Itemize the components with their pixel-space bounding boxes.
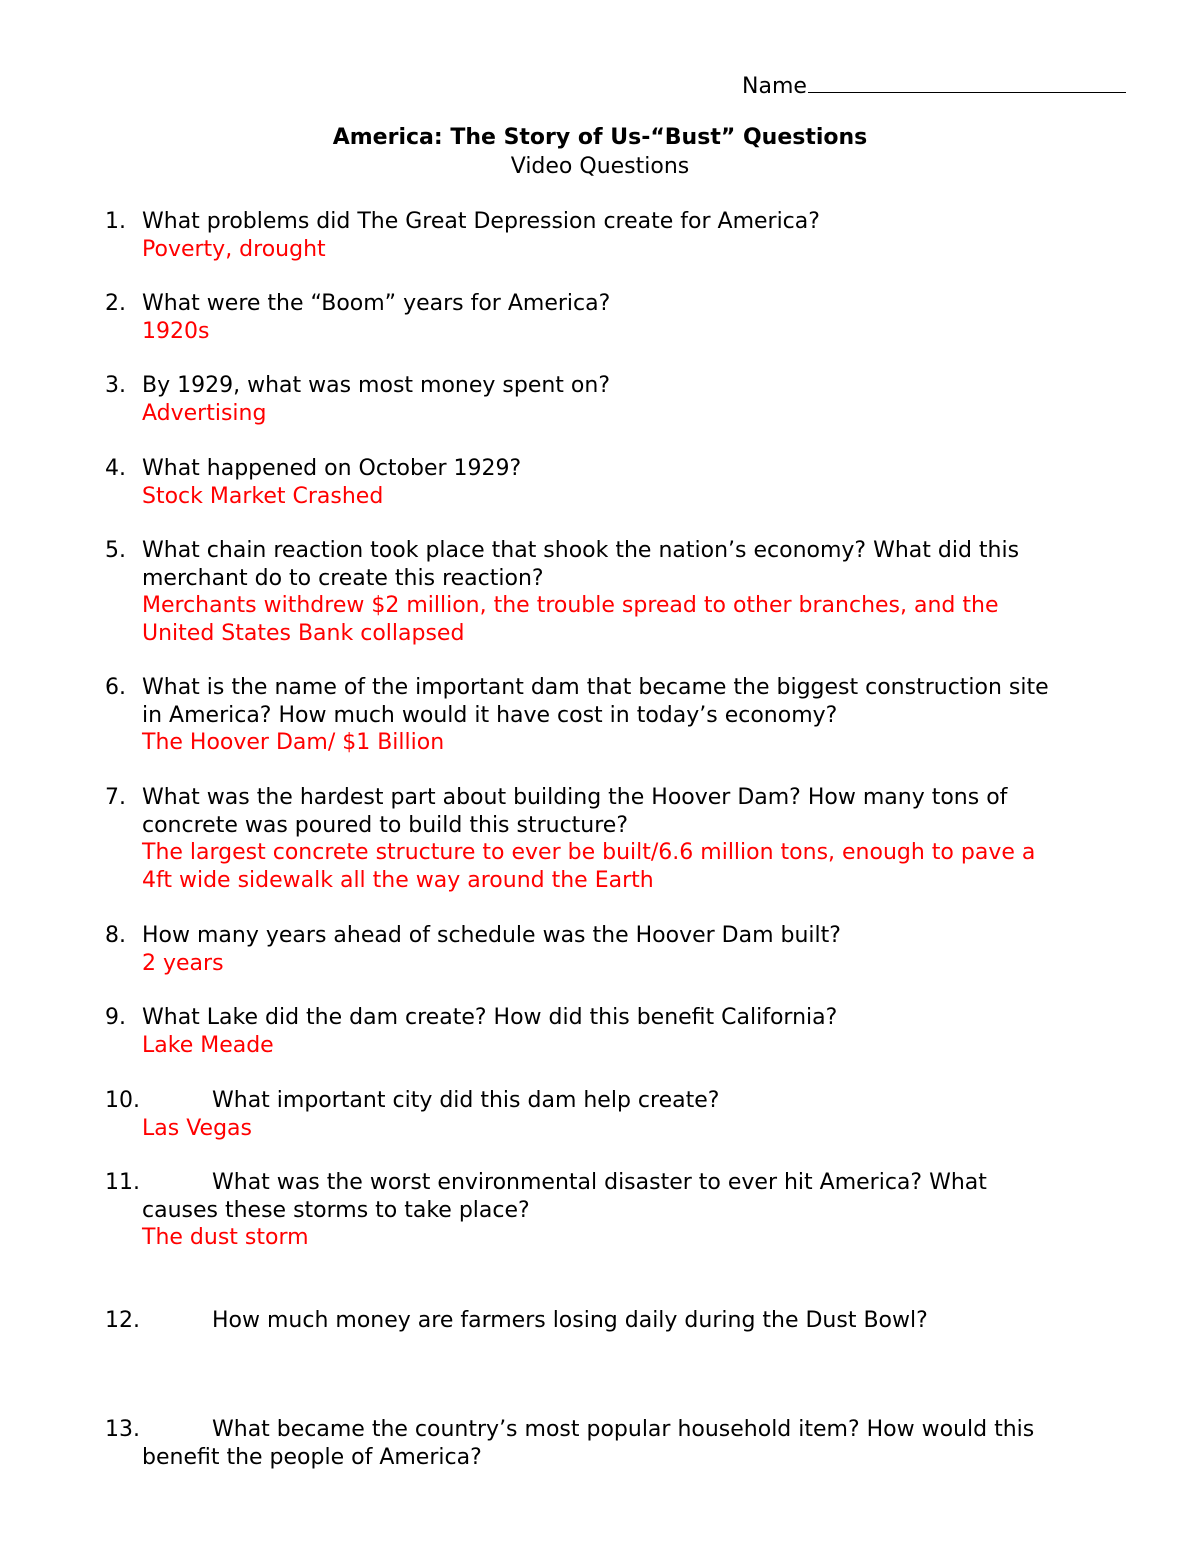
- question-text-line-1: What became the country’s most popular household item? How would this: [212, 1417, 1035, 1442]
- name-field: [742, 70, 1126, 102]
- question-text: What happened on October 1929?: [142, 456, 522, 481]
- question-text-line-2: merchant do to create this reaction?: [142, 565, 544, 591]
- question-10: [105, 1087, 1115, 1142]
- question-number: 12.: [105, 1308, 140, 1333]
- question-text: What important city did this dam help create?: [212, 1088, 720, 1113]
- question-3: [105, 372, 1115, 427]
- question-number: 2.: [105, 291, 126, 316]
- question-number: 13.: [105, 1417, 140, 1442]
- worksheet-subtitle: Video Questions: [510, 154, 690, 179]
- question-text: How much money are farmers losing daily during the Dust Bowl?: [212, 1308, 928, 1333]
- question-5: [105, 537, 1115, 647]
- answer-text: Las Vegas: [142, 1115, 252, 1141]
- answer-text: 1920s: [142, 318, 210, 344]
- question-text-line-1: What was the worst environmental disaster to ever hit America? What: [212, 1170, 987, 1195]
- question-number: 3.: [105, 373, 126, 398]
- question-text: What problems did The Great Depression create for America?: [142, 209, 820, 234]
- question-7: [105, 784, 1115, 894]
- question-text-line-2: in America? How much would it have cost in today’s economy?: [142, 702, 838, 728]
- question-number: 1.: [105, 209, 126, 234]
- question-text-line-2: causes these storms to take place?: [142, 1197, 530, 1223]
- question-number: 11.: [105, 1170, 140, 1195]
- name-blank-line[interactable]: [808, 70, 1126, 93]
- question-2: [105, 290, 1115, 345]
- worksheet-title: America: The Story of Us-“Bust” Questions: [332, 125, 868, 150]
- question-text-line-1: What chain reaction took place that shook the nation’s economy? What did this: [142, 538, 1020, 563]
- question-number: 4.: [105, 456, 126, 481]
- question-text-line-2: benefit the people of America?: [142, 1444, 482, 1470]
- answer-text-line-2: 4ft wide sidewalk all the way around the Earth: [142, 867, 654, 893]
- answer-text-line-1: The largest concrete structure to ever be built/6.6 million tons, enough to pave a: [142, 840, 1036, 865]
- answer-text-line-1: Merchants withdrew $2 million, the trouble spread to other branches, and the: [142, 593, 999, 618]
- question-6: [105, 674, 1115, 757]
- question-12: [105, 1307, 1115, 1335]
- question-4: [105, 455, 1115, 510]
- question-text-line-1: What was the hardest part about building the Hoover Dam? How many tons of: [142, 785, 1008, 810]
- question-text: What were the “Boom” years for America?: [142, 291, 611, 316]
- question-1: [105, 208, 1115, 263]
- answer-text-line-2: United States Bank collapsed: [142, 620, 465, 646]
- question-text: What Lake did the dam create? How did this benefit California?: [142, 1005, 838, 1030]
- question-number: 8.: [105, 923, 126, 948]
- answer-text: Stock Market Crashed: [142, 483, 384, 509]
- answer-text: The Hoover Dam/ $1 Billion: [142, 730, 445, 755]
- question-number: 7.: [105, 785, 126, 810]
- name-label: Name: [742, 74, 807, 99]
- question-number: 9.: [105, 1005, 126, 1030]
- question-text: How many years ahead of schedule was the Hoover Dam built?: [142, 923, 841, 948]
- question-11: [105, 1169, 1115, 1252]
- answer-text: The dust storm: [142, 1225, 309, 1250]
- question-text-line-2: concrete was poured to build this structure?: [142, 812, 629, 838]
- question-8: [105, 922, 1115, 977]
- question-number: 5.: [105, 538, 126, 563]
- answer-text: Advertising: [142, 400, 267, 426]
- answer-text: 2 years: [142, 950, 224, 976]
- question-text-line-1: What is the name of the important dam that became the biggest construction site: [142, 675, 1049, 700]
- answer-text: Poverty, drought: [142, 236, 326, 262]
- question-9: [105, 1004, 1115, 1059]
- question-text: By 1929, what was most money spent on?: [142, 373, 611, 398]
- answer-text: Lake Meade: [142, 1032, 274, 1058]
- question-number: 10.: [105, 1088, 140, 1113]
- question-number: 6.: [105, 675, 126, 700]
- question-13: [105, 1416, 1115, 1471]
